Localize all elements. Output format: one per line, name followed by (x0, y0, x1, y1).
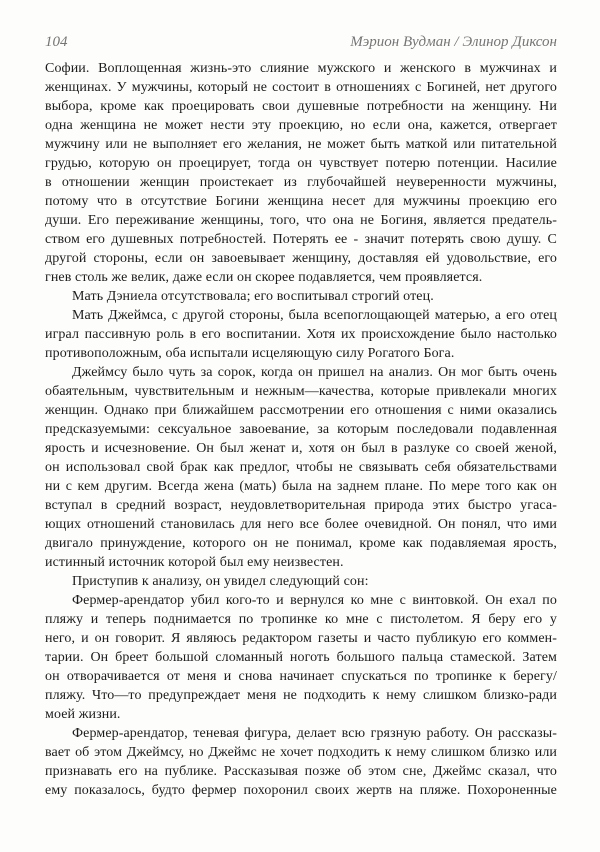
running-head (45, 32, 557, 52)
text-line: ющих отношений становилась для него все более очевидной. Он понял, что ими (45, 517, 557, 532)
text-line: Софии. Воплощенная жизнь-это слияние мужского и женского в мужчинах и (45, 61, 557, 76)
paragraph (45, 724, 557, 800)
text-line: ни с кем другим. Всегда жена (мать) была на заднем плане. По мере того как он (45, 479, 557, 494)
paragraph (45, 572, 557, 591)
page-body (45, 59, 557, 800)
paragraph (45, 287, 557, 306)
text-line: двигало принуждение, которого он не понимал, кроме как подавляемая ярость, (45, 536, 557, 551)
text-line: Фермер-арендатор убил кого-то и вернулся ко мне с винтовкой. Он ехал по (72, 593, 557, 608)
text-line: Джеймсу было чуть за сорок, когда он пришел на анализ. Он мог быть очень (72, 365, 557, 380)
text-line: истинный источник которой был ему неизвестен. (45, 555, 344, 570)
text-line: вступал в средний возраст, неудовлетворительная природа этих быстро угаса- (45, 498, 557, 513)
text-line: грудью, которую он проецирует, тогда он чувствует потерю потенции. Насилие (45, 156, 557, 171)
text-line: потому что в отсутствие Богини женщина несет для мужчины проекцию его (45, 194, 557, 209)
text-line: моей жизни. (45, 707, 121, 722)
text-line: Приступив к анализу, он увидел следующий сон: (72, 574, 369, 589)
text-line: Мать Дэниела отсутствовала; его воспитывал строгий отец. (72, 289, 434, 304)
text-line: другой стороны, если он завоевывает женщину, доставляя ей удовольствие, его (45, 251, 557, 266)
text-line: он использовал свой брак как предлог, чтобы не связывать себя обязательствами (45, 460, 557, 475)
text-line: Мать Джеймса, с другой стороны, была всепоглощающей матерью, а его отец (72, 308, 557, 323)
text-line: в отношении женщин проистекает из глубочайшей неуверенности мужчины, (45, 175, 557, 190)
text-line: выбора, кроме как проецировать свои душевные потребности на женщину. Ни (45, 99, 557, 114)
text-line: женщинах. У мужчины, который не состоит в отношениях с Богиней, нет другого (45, 80, 557, 95)
text-line: него, и он говорит. Я являюсь редактором газеты и часто публикую его коммен- (45, 631, 557, 646)
text-line: противоположным, оба испытали исцеляющую силу Рогатого Бога. (45, 346, 455, 361)
text-line: женщин. Однако при ближайшем рассмотрении его отношения с ними оказались (45, 403, 557, 418)
text-line: пляжу и теперь поднимается по тропинке ко мне с пистолетом. Я беру его у (45, 612, 557, 627)
page-number: 104 (45, 34, 68, 50)
paragraph (45, 59, 557, 287)
paragraph (45, 306, 557, 363)
text-line: признавать его на публике. Рассказывая позже об этом сне, Джеймс сказал, что (45, 764, 557, 779)
text-line: мужчину или не выполняет его желания, не может быть маткой или питательной (45, 137, 557, 152)
text-line: гнев столь же велик, даже если он скорее подавляется, чем проявляется. (45, 270, 483, 285)
text-line: ему показалось, будто фермер похоронил своих жертв на пляже. Похороненные (45, 783, 557, 798)
text-line: одна женщина не может нести эту проекцию, но если она, кажется, отвергает (45, 118, 557, 133)
paragraph (45, 363, 557, 572)
text-line: вает об этом Джеймсу, но Джеймс не хочет подходить к нему слишком близко или (45, 745, 557, 760)
running-head-authors: Мэрион Вудман / Элинор Диксон (350, 34, 557, 50)
text-line: обаятельным, чувствительным и нежным—качества, которые привлекали многих (45, 384, 557, 399)
text-line: души. Его переживание женщины, того, что она не Богиня, является предатель- (45, 213, 557, 228)
text-line: играл пассивную роль в его воспитании. Хотя их происхождение было настолько (45, 327, 557, 342)
text-line: тарии. Он бреет большой сломанный ноготь большого пальца стамеской. Затем (45, 650, 557, 665)
text-line: он отворачивается от меня и снова начинает спускаться по тропинке к берегу/ (45, 669, 557, 684)
text-line: Фермер-арендатор, теневая фигура, делает всю грязную работу. Он рассказы- (72, 726, 557, 741)
text-line: предсказуемыми: сексуальное завоевание, за которым последовали подавленная (45, 422, 557, 437)
text-line: ярость и исчезновение. Он был женат и, хотя он был в разлуке со своей женой, (45, 441, 557, 456)
paragraph (45, 591, 557, 724)
text-line: ством его душевных потребностей. Потерять ее - значит потерять свою душу. С (45, 232, 557, 247)
text-line: пляжу. Что—то предупреждает меня не подходить к нему слишком близко-ради (45, 688, 557, 703)
